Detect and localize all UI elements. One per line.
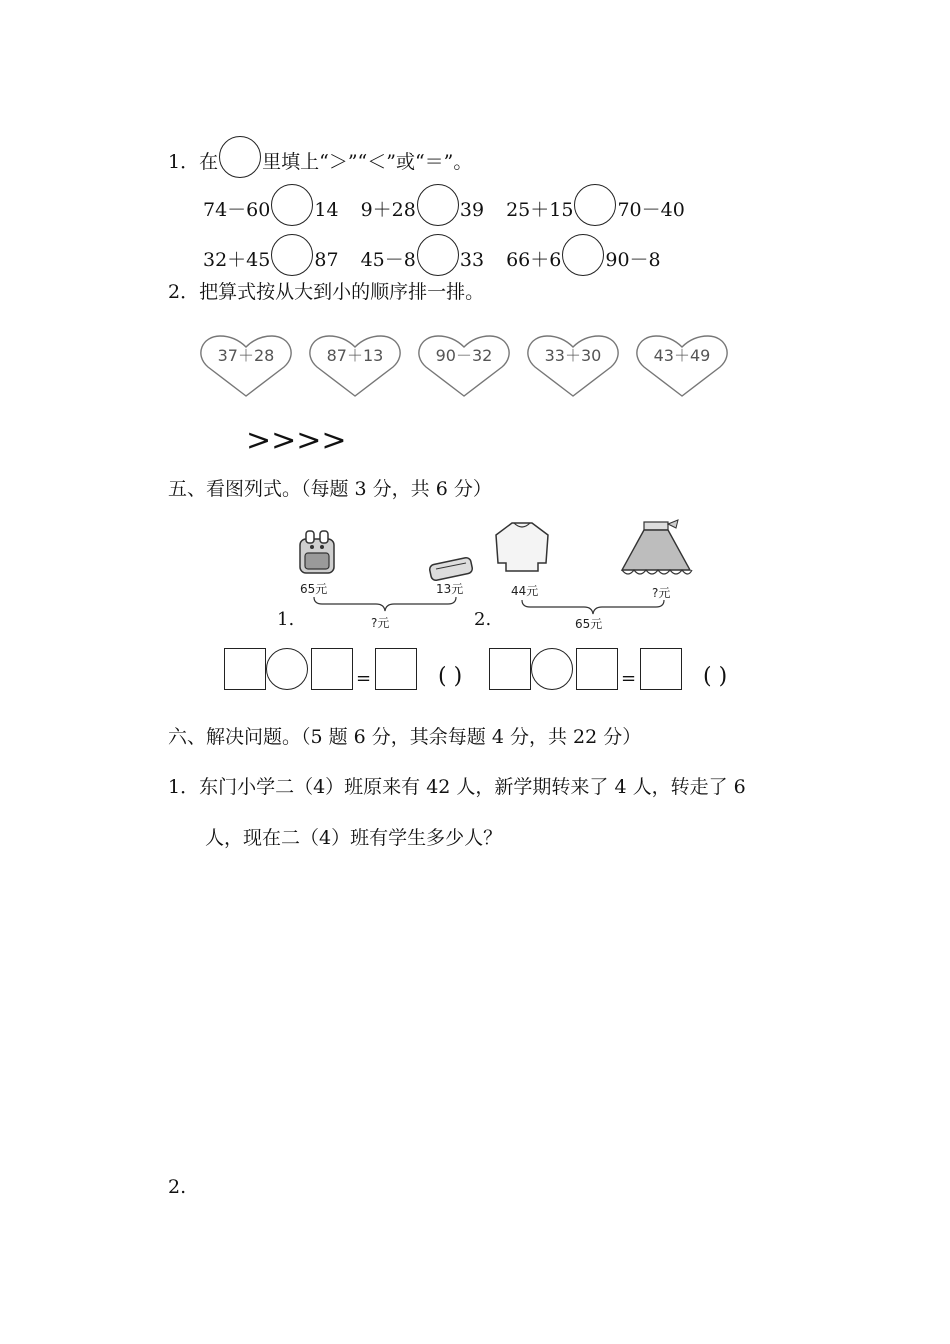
skirt-icon (616, 518, 696, 580)
heart-card (307, 333, 403, 399)
unit-paren: ( ) (438, 664, 463, 689)
price-label: ?元 (652, 586, 671, 600)
comparison-item: 9＋28 39 (361, 190, 484, 232)
answer-circle[interactable] (417, 234, 459, 276)
answer-box[interactable] (576, 648, 618, 690)
equals-sign: = (356, 668, 372, 689)
comparison-item: 74－60 14 (203, 190, 339, 232)
section-5-title: 五、看图列式。（每题 3 分，共 6 分） (168, 478, 492, 500)
problem-1-text: 1．东门小学二（4）班原来有 42 人，新学期转来了 4 人，转走了 6 (168, 776, 746, 798)
price-label: 44元 (511, 584, 539, 598)
answer-box[interactable] (375, 648, 417, 690)
backpack-icon (292, 527, 342, 577)
q1-row-1 (203, 190, 685, 232)
bracket-icon (312, 595, 458, 613)
equals-sign: = (621, 668, 637, 689)
problem-1-label: 1. (277, 609, 295, 630)
q1-number: 1． (168, 151, 200, 173)
total-label: 65元 (575, 617, 603, 631)
section-6-title: 六、解决问题。（5 题 6 分，其余每题 4 分，共 22 分） (168, 726, 642, 748)
heart-card (416, 333, 512, 399)
answer-box[interactable] (224, 648, 266, 690)
price-label: 65元 (300, 582, 328, 596)
answer-box[interactable] (640, 648, 682, 690)
problem-2-label: 2. (168, 1176, 187, 1198)
unit-paren: ( ) (703, 664, 728, 689)
comparison-item: 25＋15 70－40 (506, 190, 685, 232)
answer-box[interactable] (311, 648, 353, 690)
heart-card (634, 333, 730, 399)
heart-expression: 33＋30 (544, 346, 602, 365)
answer-circle[interactable] (271, 184, 313, 226)
operator-circle[interactable] (266, 648, 308, 690)
pencil-case-icon (428, 555, 474, 581)
sample-circle (219, 136, 261, 178)
answer-circle[interactable] (417, 184, 459, 226)
total-label: ?元 (371, 616, 390, 630)
answer-circle[interactable] (574, 184, 616, 226)
q1-row-2 (203, 240, 661, 282)
heart-card (525, 333, 621, 399)
answer-circle[interactable] (562, 234, 604, 276)
operator-circle[interactable] (531, 648, 573, 690)
answer-circle[interactable] (271, 234, 313, 276)
problem-1-text-cont: 人，现在二（4）班有学生多少人？ (205, 827, 503, 849)
q1-suffix: 里填上“＞”“＜”或“＝”。 (262, 151, 473, 173)
sweater-icon (492, 517, 552, 575)
heart-expression: 87＋13 (326, 346, 384, 365)
bracket-icon (520, 598, 666, 616)
heart-expression: 37＋28 (217, 346, 275, 365)
comparison-item: 32＋45 87 (203, 240, 339, 282)
q1-prefix: 在 (199, 151, 219, 173)
comparison-item: 45－8 33 (361, 240, 484, 282)
problem-2-label: 2. (474, 609, 492, 630)
heart-card (198, 333, 294, 399)
comparison-item: 66＋6 90－8 (506, 240, 661, 282)
q1-instruction (168, 142, 472, 184)
heart-expression: 90－32 (435, 346, 493, 365)
answer-box[interactable] (489, 648, 531, 690)
q2-instruction: 2．把算式按从大到小的顺序排一排。 (168, 281, 485, 303)
order-signs: >>>> (246, 423, 347, 458)
price-label: 13元 (436, 582, 464, 596)
heart-expression: 43＋49 (653, 346, 711, 365)
